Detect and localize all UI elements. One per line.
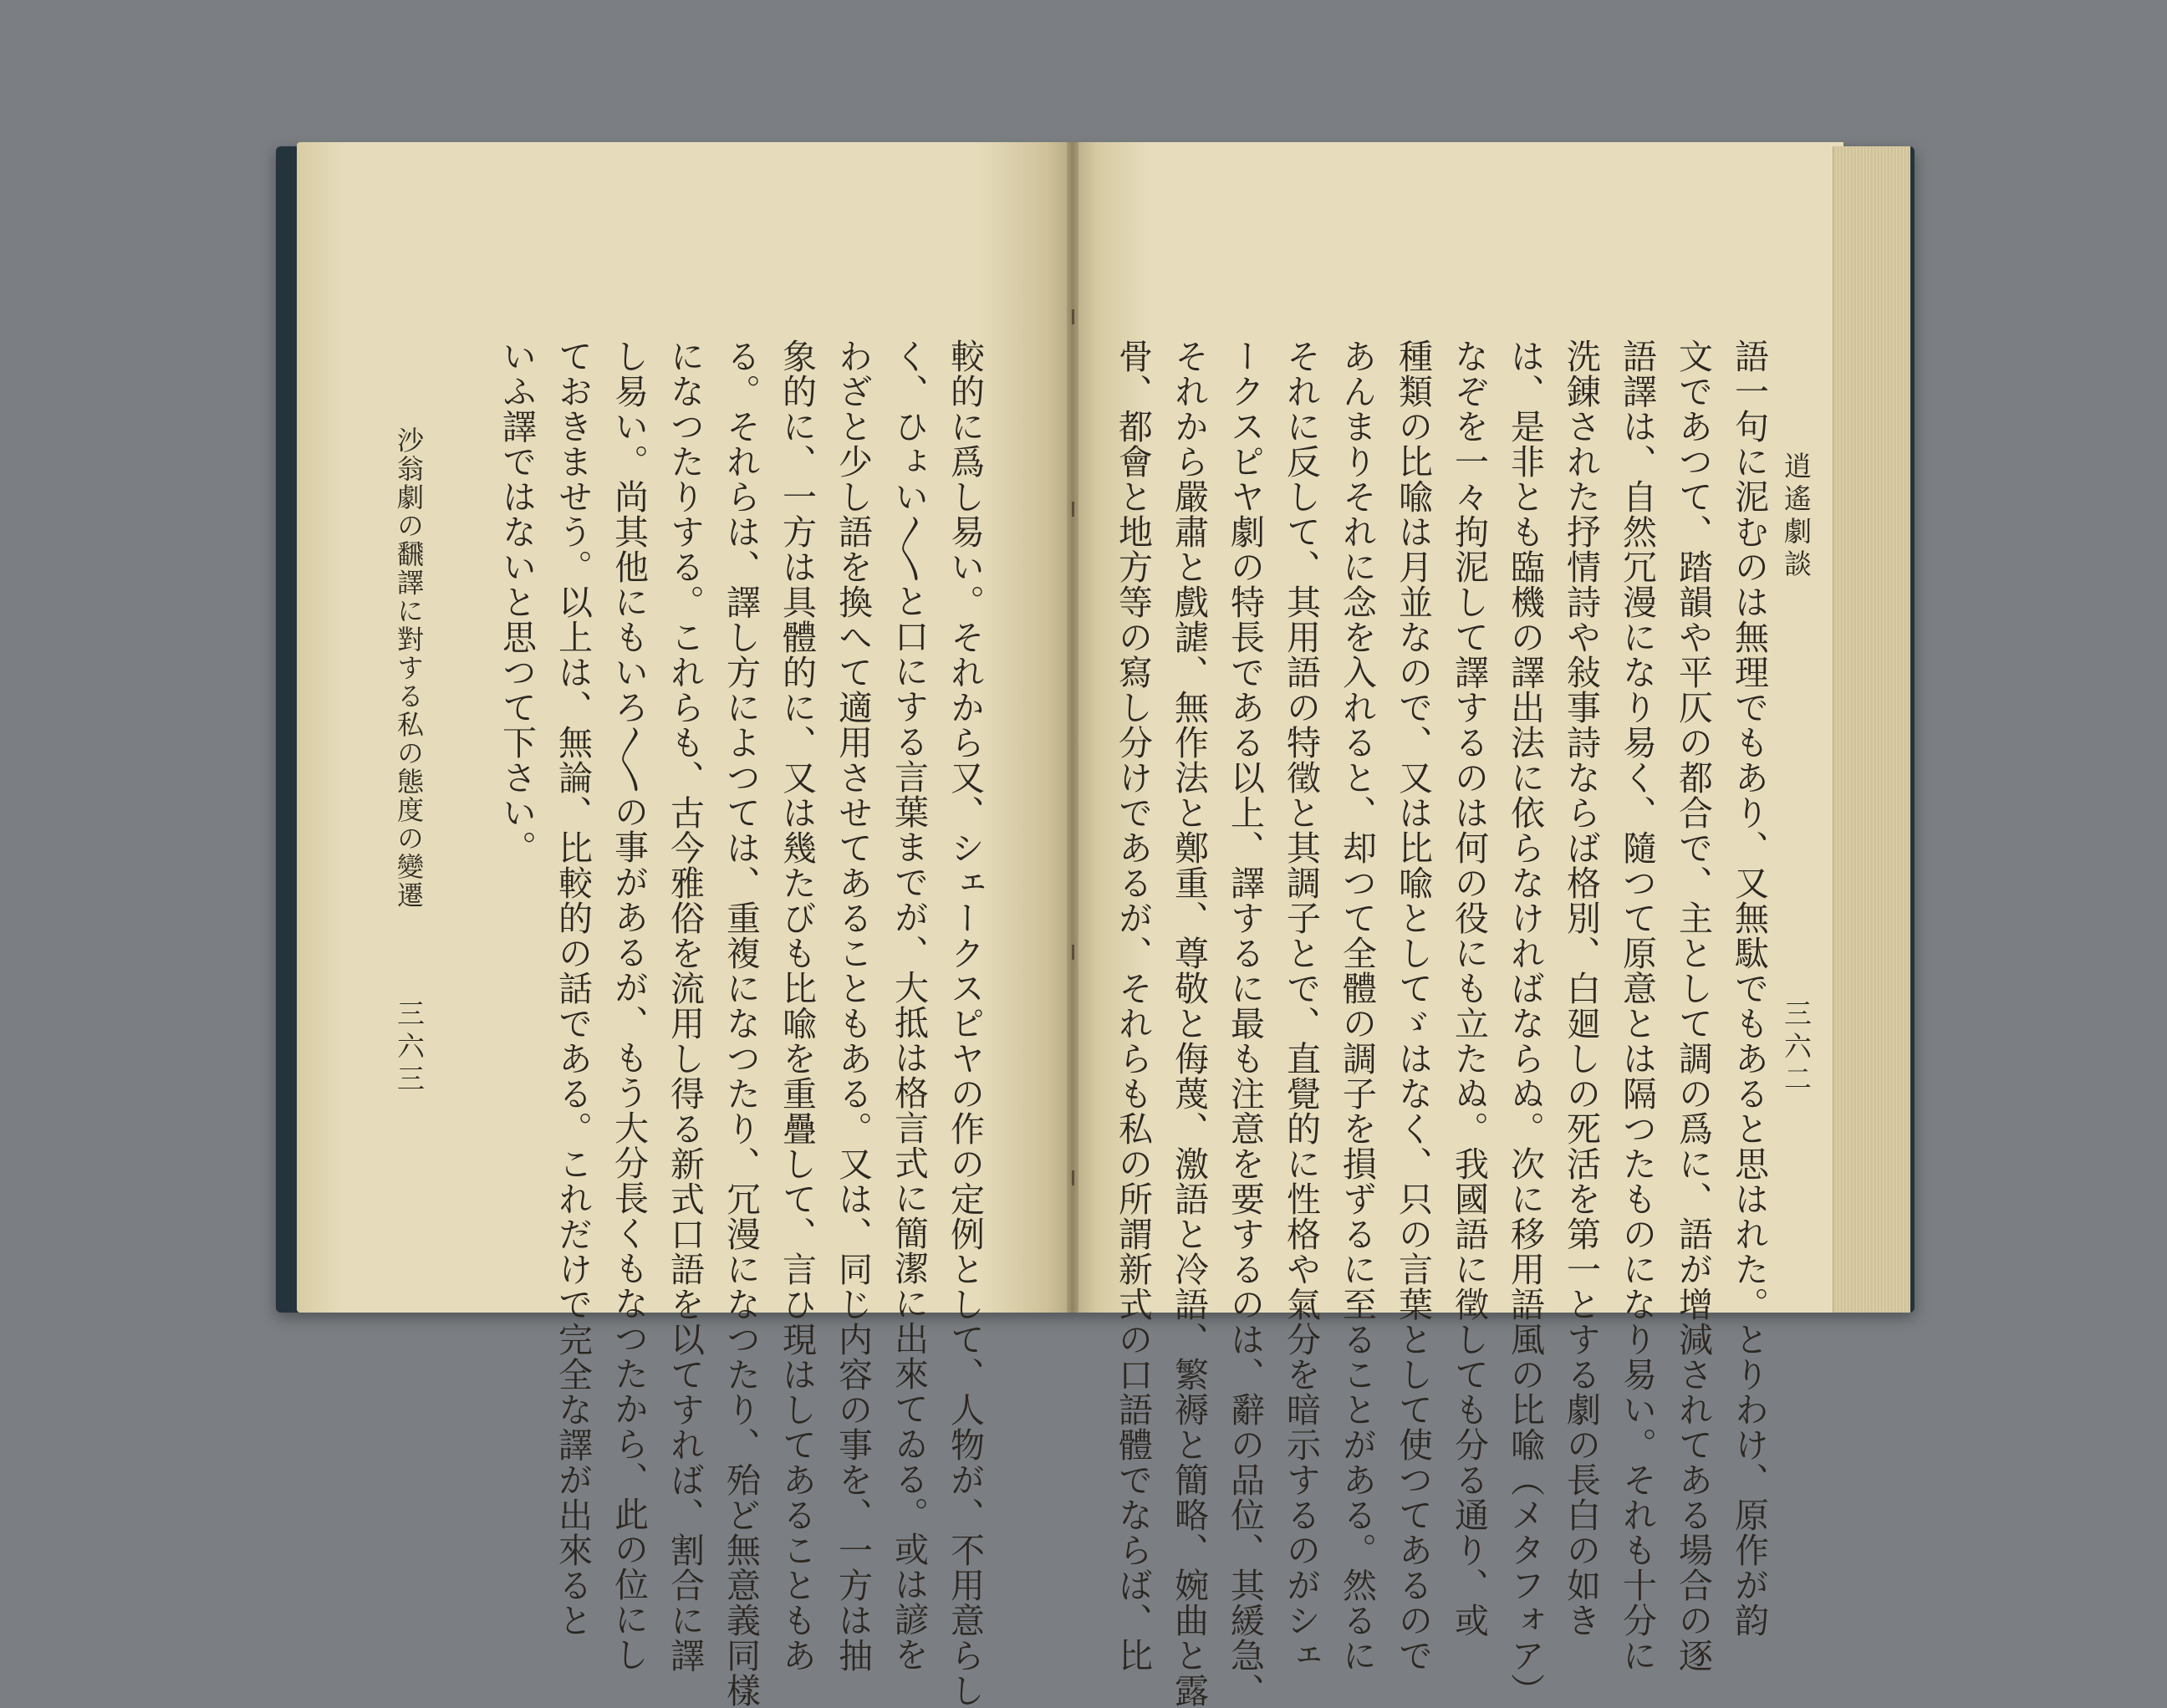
binding-stitch (1072, 502, 1074, 517)
text-line: は、是非とも臨機の譯出法に依らなければならぬ。次に移用語風の比喩（メタフォア） (1505, 339, 1545, 1708)
text-line: 文であつて、踏韻や平仄の都合で、主として調の爲に、語が增減されてある場合の逐 (1673, 339, 1713, 1673)
text-line: 語一句に泥むのは無理でもあり、又無駄でもあると思はれた。とりわけ、原作が韵 (1729, 339, 1769, 1638)
page-edges (1833, 146, 1910, 1313)
text-line: わざと少し語を換へて適用させてあることもある。又は、同じ内容の事を、一方は抽 (833, 339, 873, 1673)
text-line: 象的に、一方は具體的に、又は幾たびも比喩を重疊して、言ひ現はしてあることもあ (777, 339, 817, 1673)
text-line: それから嚴肅と戲謔、無作法と鄭重、尊敬と侮蔑、激語と冷語、繁褥と簡略、婉曲と露 (1169, 339, 1209, 1708)
text-line: 骨、都會と地方等の寫し分けであるが、それらも私の所謂新式の口語體でならば、比 (1113, 339, 1153, 1673)
text-line: 種類の比喩は月並なので、又は比喩としてゞはなく、只の言葉として使つてあるので (1393, 339, 1433, 1673)
text-line: なぞを一々拘泥して譯するのは何の役にも立たぬ。我國語に徵しても分る通り、或 (1449, 339, 1489, 1638)
text-line: になつたりする。これらも、古今雅俗を流用し得る新式口語を以てすれば、割合に譯 (665, 339, 705, 1673)
page-number-right: 三六二 (1780, 999, 1813, 1097)
binding-stitch (1072, 309, 1074, 324)
text-line: る。それらは、譯し方によつては、重複になつたり、冗漫になつたり、殆ど無意義同樣 (721, 339, 761, 1708)
text-line: それに反して、其用語の特徵と其調子とで、直覺的に性格や氣分を暗示するのがシェ (1281, 339, 1321, 1673)
binding-stitch (1072, 945, 1074, 960)
text-line: く、ひょい〳〵と口にする言葉までが、大抵は格言式に簡潔に出來てゐる。或は諺を (889, 339, 929, 1672)
text-line: 較的に爲し易い。それから又、シェークスピヤの作の定例として、人物が、不用意らし (945, 339, 985, 1708)
page-number-left: 三六三 (393, 999, 426, 1097)
text-line: 語譯は、自然冗漫になり易く、隨つて原意とは隔つたものになり易い。それも十分に (1617, 339, 1657, 1673)
text-line: いふ譯ではないと思つて下さい。 (497, 339, 537, 865)
text-line: 洗錬された抒情詩や敍事詩ならば格別、白廻しの死活を第一とする劇の長白の如き (1561, 339, 1601, 1638)
running-title-left: 沙翁劇の飜譯に對する私の態度の變遷 (393, 426, 425, 910)
text-line: し易い。尚其他にもいろ〳〵の事があるが、もう大分長くもなつたから、此の位にし (609, 339, 649, 1672)
text-line: あんまりそれに念を入れると、却つて全體の調子を損ずるに至ることがある。然るに (1337, 339, 1377, 1673)
text-line: ークスピヤ劇の特長である以上、譯するに最も注意を要するのは、辭の品位、其緩急、 (1225, 339, 1265, 1708)
running-title-right: 逍遙劇談 (1780, 451, 1813, 582)
binding-stitch (1072, 1170, 1074, 1185)
text-line: ておきませう。以上は、無論、比較的の話である。これだけで完全な譯が出來ると (553, 339, 593, 1638)
